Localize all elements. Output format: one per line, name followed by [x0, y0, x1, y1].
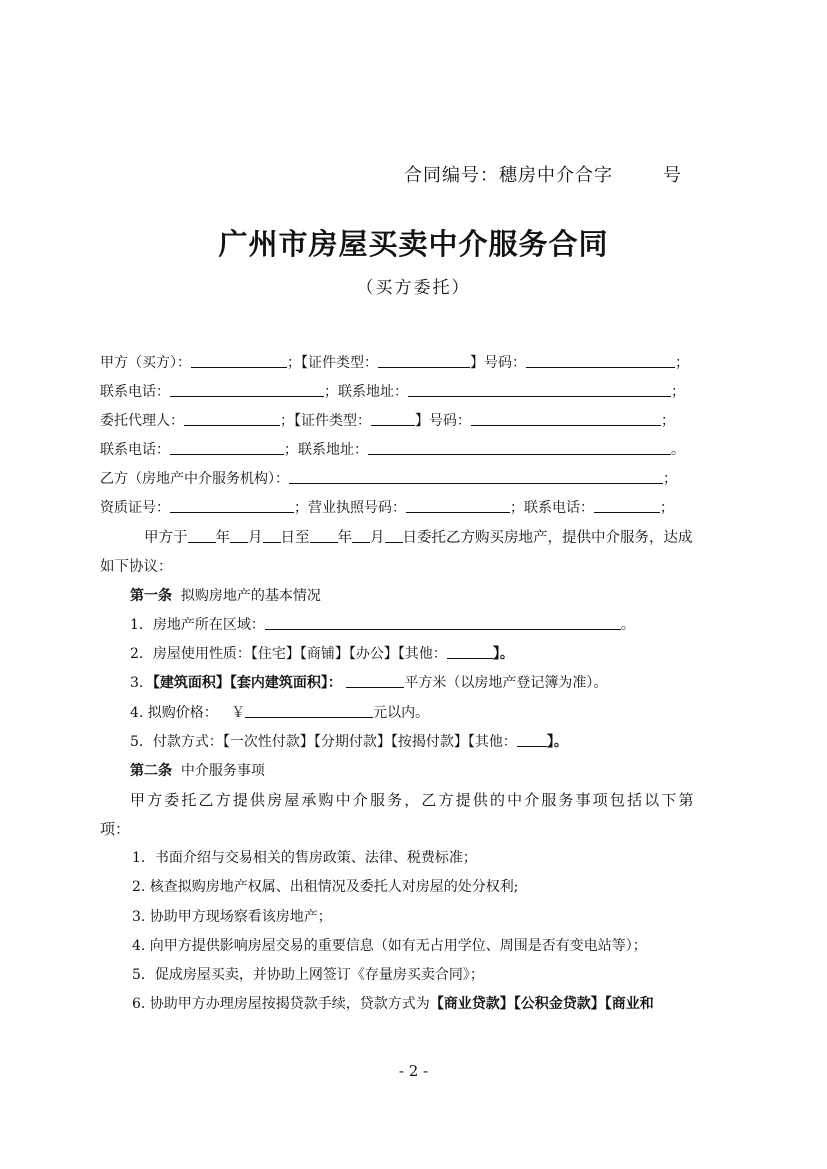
property-area-field[interactable]: [265, 615, 621, 630]
agent-phone-field[interactable]: [170, 440, 284, 455]
article-2-intro-line-1: 甲方委托乙方提供房屋承购中介服务，乙方提供的中介服务事项包括以下第: [130, 791, 695, 809]
agent-line: 委托代理人： ；【证件类型： 】号码： ；: [100, 413, 675, 429]
party-b-phone-field[interactable]: [594, 498, 660, 513]
agent-id-number-field[interactable]: [471, 411, 661, 426]
start-year-field[interactable]: [188, 528, 216, 543]
page-title: 广州市房屋买卖中介服务合同: [218, 227, 609, 261]
end-year-field[interactable]: [310, 528, 338, 543]
article-2-item-1: 1．书面介绍与交易相关的售房政策、法律、税费标准；: [132, 850, 477, 866]
start-month-field[interactable]: [230, 528, 248, 543]
agent-contact-line: 联系电话： ；联系地址： 。: [100, 442, 685, 458]
agent-id-type-field[interactable]: [371, 411, 415, 426]
agent-address-field[interactable]: [368, 440, 671, 455]
article-2-item-3: 3. 协助甲方现场察看该房地产；: [132, 909, 332, 925]
party-a-address-field[interactable]: [408, 382, 671, 397]
intro-line-1: 甲方于 年 月 日至 年 月 日委托乙方购买房地产，提供中介服务，达成: [144, 530, 693, 546]
party-a-contact-line: 联系电话： ；联系地址： ；: [100, 384, 685, 400]
article-2-item-6: 6. 协助甲方办理房屋按揭贷款手续，贷款方式为【商业贷款】【公积金贷款】【商业和: [132, 996, 654, 1012]
usage-other-field[interactable]: [447, 644, 493, 659]
intro-line-2: 如下协议：: [100, 559, 173, 575]
article-1-item-2: 2．房屋使用性质：【住宅】【商铺】【办公】【其他： 】。: [130, 646, 514, 662]
end-month-field[interactable]: [352, 528, 370, 543]
end-day-field[interactable]: [385, 528, 403, 543]
article-1-item-3: 3．【建筑面积】【套内建筑面积】： 平方米（以房地产登记簿为准）。: [130, 675, 608, 691]
party-a-id-number-field[interactable]: [526, 353, 675, 368]
party-a-name-field[interactable]: [191, 353, 287, 368]
page-subtitle: （买方委托）: [356, 278, 471, 298]
party-b-business-license-field[interactable]: [406, 498, 510, 513]
start-day-field[interactable]: [263, 528, 281, 543]
payment-other-field[interactable]: [517, 732, 547, 747]
contract-number-label: 合同编号：穗房中介合字: [404, 165, 613, 186]
page-number: - 2 -: [398, 1062, 429, 1080]
article-1-heading: 第一条 拟购房地产的基本情况: [130, 588, 321, 604]
article-2-item-5: 5．促成房屋买卖，并协助上网签订《存量房买卖合同》；: [132, 967, 484, 983]
article-1-item-1: 1．房地产所在区域： 。: [130, 617, 635, 633]
contract-number: [404, 161, 682, 187]
agent-name-field[interactable]: [184, 411, 280, 426]
article-2-intro-line-2: 项：: [100, 820, 131, 838]
party-b-line: 乙方（房地产中介服务机构）： ；: [100, 471, 677, 487]
contract-number-suffix: 号: [663, 165, 682, 186]
party-b-name-field[interactable]: [289, 469, 663, 484]
article-1-item-5: 5．付款方式：【一次性付款】【分期付款】【按揭付款】【其他： 】。: [130, 734, 568, 750]
party-a-phone-field[interactable]: [170, 382, 324, 397]
price-field[interactable]: [245, 703, 373, 718]
party-b-license-field[interactable]: [170, 498, 294, 513]
party-a-line: 甲方（买方）： ；【证件类型： 】号码： ；: [100, 355, 689, 371]
article-1-item-4: 4. 拟购价格： ￥ 元以内。: [130, 705, 430, 721]
article-2-heading: 第二条 中介服务事项: [130, 763, 265, 779]
article-2-item-4: 4. 向甲方提供影响房屋交易的重要信息（如有无占用学位、周围是否有变电站等）；: [132, 938, 647, 954]
area-field[interactable]: [346, 673, 404, 688]
party-a-id-type-field[interactable]: [378, 353, 470, 368]
party-b-license-line: 资质证号： ；营业执照号码： ；联系电话： ；: [100, 500, 674, 516]
article-2-item-2: 2. 核查拟购房地产权属、出租情况及委托人对房屋的处分权利;: [132, 879, 519, 895]
